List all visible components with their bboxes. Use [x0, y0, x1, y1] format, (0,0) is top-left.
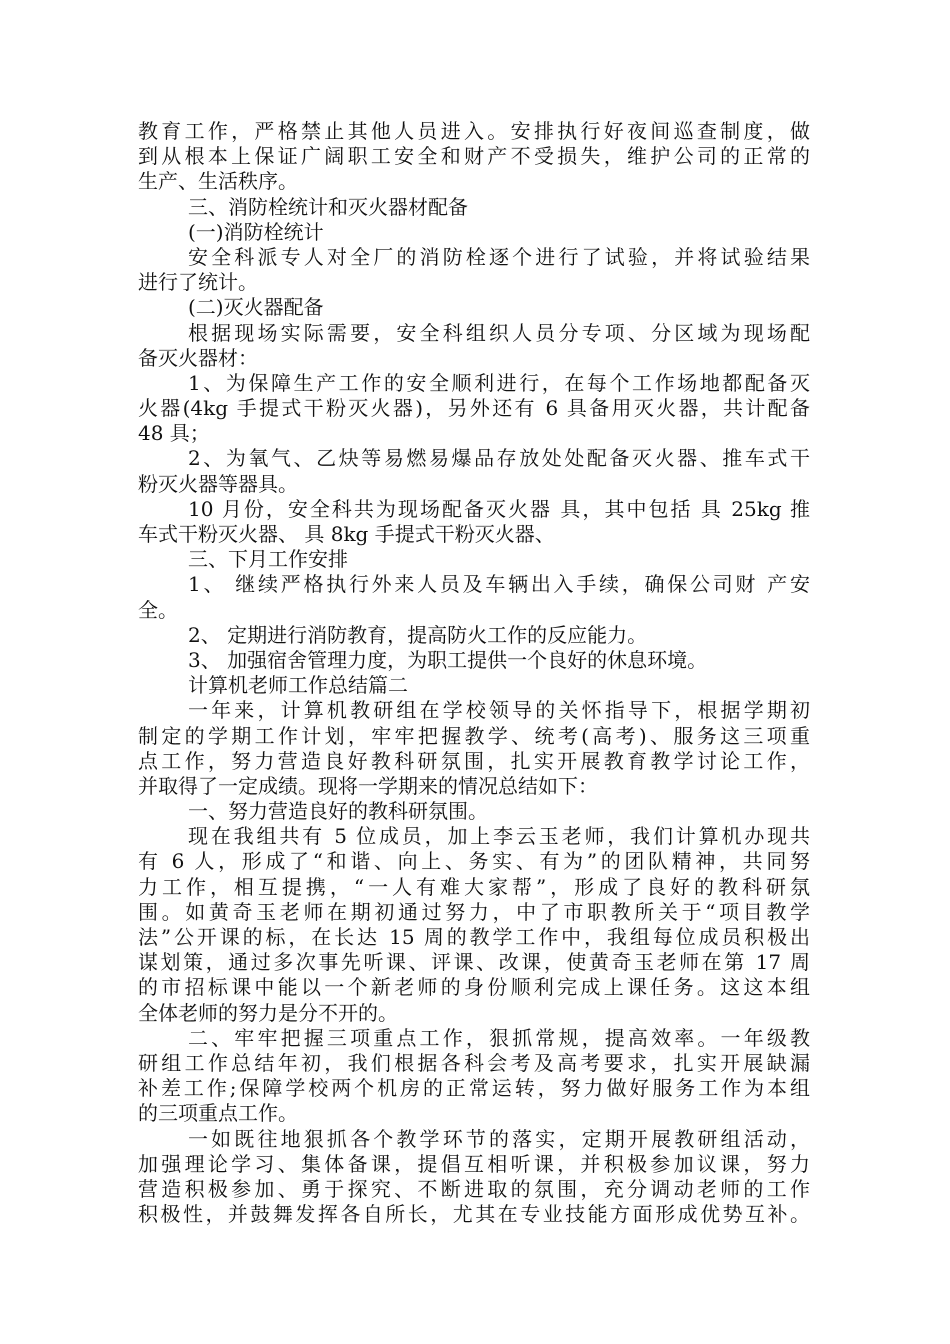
text-line: 三、下月工作安排	[188, 547, 348, 572]
text-line: 2、为氧气、乙炔等易燃易爆品存放处处配备灭火器、推车式干	[188, 446, 810, 471]
text-line: 加强理论学习、集体备课，提倡互相听课，并积极参加议课，努力	[138, 1151, 810, 1176]
text-line: 火器(4kg 手提式干粉灭火器)，另外还有 6 具备用灭火器，共计配备	[138, 396, 810, 421]
text-line: 补差工作;保障学校两个机房的正常运转，努力做好服务工作为本组	[138, 1076, 810, 1101]
text-line: 现在我组共有 5 位成员，加上李云玉老师，我们计算机办现共	[188, 824, 810, 849]
text-line: 1、为保障生产工作的安全顺利进行，在每个工作场地都配备灭	[188, 370, 810, 395]
text-line: 围。如黄奇玉老师在期初通过努力，中了市职教所关于“项目教学	[138, 899, 810, 924]
text-line: 营造积极参加、勇于探究、不断进取的氛围，充分调动老师的工作	[138, 1176, 810, 1201]
text-line: (二)灭火器配备	[188, 295, 324, 320]
text-line: 一如既往地狠抓各个教学环节的落实，定期开展教研组活动，	[188, 1126, 810, 1151]
text-line: 根据现场实际需要，安全科组织人员分专项、分区域为现场配	[188, 320, 810, 345]
document-body	[138, 119, 810, 1227]
text-line: 积极性，并鼓舞发挥各自所长，尤其在专业技能方面形成优势互补。	[138, 1202, 810, 1227]
text-line: 备灭火器材：	[138, 345, 258, 370]
text-line: 粉灭火器等器具。	[138, 471, 298, 496]
text-line: 三、消防栓统计和灭火器材配备	[188, 194, 468, 219]
text-line: 计算机老师工作总结篇二	[188, 673, 408, 698]
text-line: (一)消防栓统计	[188, 219, 324, 244]
text-line: 生产、生活秩序。	[138, 169, 298, 194]
text-line: 的市招标课中能以一个新老师的身份顺利完成上课任务。这这本组	[138, 975, 810, 1000]
text-line: 力工作，相互提携，“一人有难大家帮”，形成了良好的教科研氛	[138, 874, 810, 899]
text-line: 安全科派专人对全厂的消防栓逐个进行了试验，并将试验结果	[188, 244, 810, 269]
text-line: 有 6 人，形成了“和谐、向上、务实、有为”的团队精神，共同努	[138, 849, 810, 874]
text-line: 一年来，计算机教研组在学校领导的关怀指导下，根据学期初	[188, 698, 810, 723]
text-line: 教育工作，严格禁止其他人员进入。安排执行好夜间巡查制度，做	[138, 119, 810, 143]
text-line: 全。	[138, 597, 178, 622]
text-line: 的三项重点工作。	[138, 1101, 298, 1126]
text-line: 点工作，努力营造良好教科研氛围，扎实开展教育教学讨论工作，	[138, 748, 810, 773]
text-line: 3、 加强宿舍管理力度，为职工提供一个良好的休息环境。	[188, 647, 708, 672]
text-line: 法”公开课的标，在长达 15 周的教学工作中，我组每位成员积极出	[138, 925, 810, 949]
text-line: 48 具；	[138, 421, 210, 446]
text-line: 一、努力营造良好的教科研氛围。	[188, 799, 488, 824]
text-line: 并取得了一定成绩。现将一学期来的情况总结如下：	[138, 773, 598, 798]
text-line: 10 月份，安全科共为现场配备灭火器 具，其中包括 具 25kg 推	[188, 496, 810, 521]
text-line: 制定的学期工作计划，牢牢把握教学、统考(高考)、服务这三项重	[138, 723, 810, 748]
text-line: 谋划策，通过多次事先听课、评课、改课，使黄奇玉老师在第 17 周	[138, 950, 810, 975]
text-line: 二、牢牢把握三项重点工作，狠抓常规，提高效率。一年级教	[188, 1025, 810, 1050]
text-line: 2、 定期进行消防教育，提高防火工作的反应能力。	[188, 622, 648, 647]
text-line: 车式干粉灭火器、 具 8kg 手提式干粉灭火器、	[138, 522, 555, 546]
text-line: 1、 继续严格执行外来人员及车辆出入手续，确保公司财 产安	[188, 572, 810, 597]
text-line: 到从根本上保证广阔职工安全和财产不受损失，维护公司的正常的	[138, 144, 810, 169]
text-line: 进行了统计。	[138, 270, 258, 295]
text-line: 研组工作总结年初，我们根据各科会考及高考要求，扎实开展缺漏	[138, 1050, 810, 1075]
text-line: 全体老师的努力是分不开的。	[138, 1000, 398, 1025]
